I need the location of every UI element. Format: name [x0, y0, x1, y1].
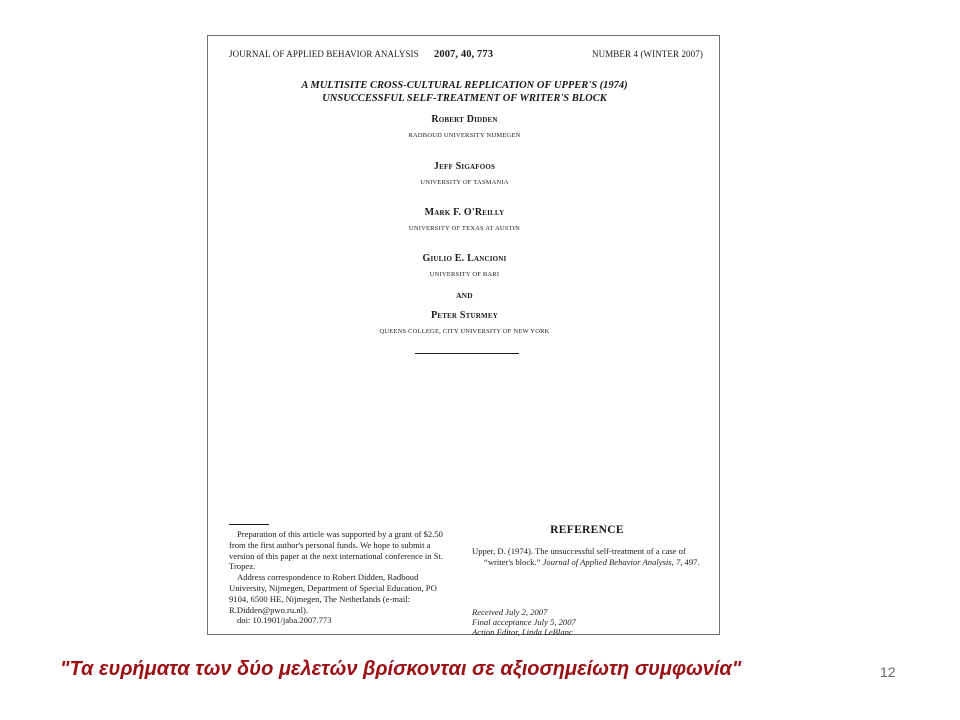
- journal-issue: NUMBER 4 (WINTER 2007): [592, 49, 703, 59]
- author-name: Robert Didden: [431, 114, 498, 125]
- action-editor: Action Editor, Linda LeBlanc: [472, 627, 573, 638]
- journal-name: JOURNAL OF APPLIED BEHAVIOR ANALYSIS: [229, 49, 419, 59]
- author-name: Mark F. O'Reilly: [424, 207, 505, 218]
- reference-heading: REFERENCE: [550, 524, 624, 536]
- author-name: Peter Sturmey: [431, 310, 498, 321]
- author-affiliation: QUEENS COLLEGE, CITY UNIVERSITY OF NEW YORK: [379, 328, 550, 335]
- reference-journal: Journal of Applied Behavior Analysis, 7,: [542, 556, 683, 567]
- article-dates: [472, 607, 576, 638]
- footnote-funding: Preparation of this article was supported by a grant of $2.50 from the first author's personal funds. We hope to submit a version of this paper at the next international conference in St. Tropez.: [229, 529, 444, 572]
- received-date: Received July 2, 2007: [472, 607, 548, 617]
- and-connector: AND: [456, 291, 473, 300]
- author-affiliation: UNIVERSITY OF TEXAS AT AUSTIN: [408, 225, 521, 232]
- footnote: [229, 529, 447, 626]
- reference-entry: [472, 546, 708, 568]
- reference-text: Upper, D. (1974). The unsuccessful self-treatment of a case of “writer's block.”: [472, 546, 686, 567]
- footnote-divider: [229, 524, 269, 525]
- acceptance-date: Final acceptance July 5, 2007: [472, 617, 576, 628]
- author-affiliation: UNIVERSITY OF BARI: [429, 271, 500, 278]
- reference-pages: 497.: [684, 556, 700, 567]
- footnote-doi: doi: 10.1901/jaba.2007.773: [237, 615, 332, 626]
- abstract-divider: [415, 353, 519, 354]
- slide-quote: "Τα ευρήματα των δύο μελετών βρίσκονται σε αξιοσημείωτη συμφωνία": [60, 658, 742, 680]
- journal-citation: 2007, 40, 773: [434, 49, 494, 60]
- author-name: Giulio E. Lancioni: [422, 253, 507, 264]
- slide-number: 12: [880, 664, 896, 680]
- article-title-line-1: A MULTISITE CROSS-CULTURAL REPLICATION OF UPPER'S (1974): [301, 80, 628, 91]
- paper-page-image: [207, 35, 720, 638]
- author-name: Jeff Sigafoos: [433, 161, 496, 172]
- author-affiliation: UNIVERSITY OF TASMANIA: [420, 179, 509, 186]
- article-title-line-2: UNSUCCESSFUL SELF-TREATMENT OF WRITER'S BLOCK: [322, 93, 607, 104]
- footnote-address: Address correspondence to Robert Didden, Radboud University, Nijmegen, Department of Special Education, PO 9104, 6500 HE, Nijmegen, The Netherlands (e-mail: R.Didden@pwo.ru.nl).: [229, 572, 437, 615]
- author-affiliation: RADBOUD UNIVERSITY NIJMEGEN: [408, 132, 521, 139]
